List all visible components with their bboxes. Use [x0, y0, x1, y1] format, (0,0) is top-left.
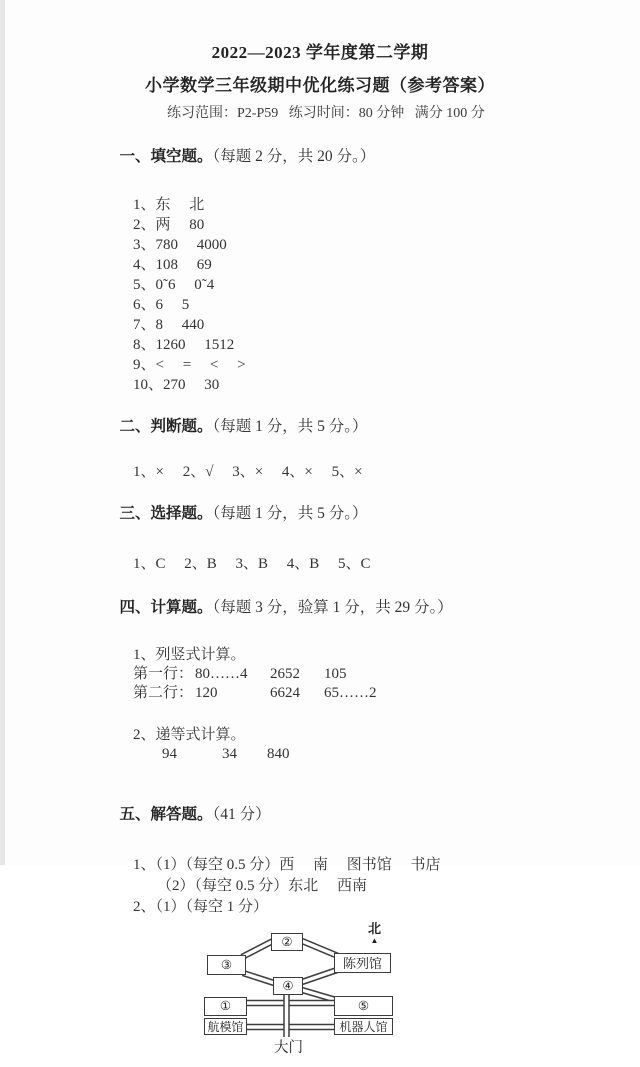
map-box-robot-hall: 机器人馆 — [334, 1018, 393, 1035]
north-arrow-icon: ▲ — [370, 936, 379, 945]
map-box-1: ① — [204, 997, 247, 1016]
map-box-2: ② — [271, 933, 303, 951]
calc-row-2-label: 第二行： — [133, 685, 194, 701]
solve-answer-2-1: 2、（1）（每空 1 分） — [133, 899, 269, 915]
doc-subtitle: 小学数学三年级期中优化练习题（参考答案） — [145, 76, 495, 95]
solve-answer-1-2: （2）（每空 0.5 分）东北 西南 — [157, 878, 368, 894]
calc-row-1 — [133, 665, 640, 684]
calc-part1-title: 1、列竖式计算。 — [133, 647, 246, 663]
section-calc-label: 四、计算题。 — [119, 599, 213, 616]
fill-answer-2: 2、两 80 — [133, 217, 205, 233]
doc-title: 2022—2023 学年度第二学期 — [211, 43, 429, 62]
section-choice-label: 三、选择题。 — [119, 505, 213, 522]
fill-answer-4: 4、108 69 — [133, 257, 212, 273]
map-gate-label: 大门 — [274, 1040, 303, 1056]
section-solve-heading — [104, 783, 640, 846]
judge-answers: 1、× 2、√ 3、× 4、× 5、× — [133, 464, 363, 480]
campus-map-diagram — [150, 920, 490, 1067]
map-box-5: ⑤ — [334, 996, 393, 1016]
calc-row-1-value-2: 2652 — [270, 666, 300, 682]
section-fill-heading — [104, 125, 640, 188]
fill-answer-1: 1、东 北 — [133, 197, 205, 213]
section-calc-note: （每题 3 分，验算 1 分，共 29 分。） — [212, 599, 453, 616]
calc-row-2 — [133, 684, 640, 703]
section-judge-label: 二、判断题。 — [119, 418, 213, 435]
fill-answer-3: 3、780 4000 — [133, 237, 227, 253]
section-fill-label: 一、填空题。 — [119, 148, 213, 165]
section-solve-note: （41 分） — [212, 806, 271, 823]
map-box-4: ④ — [273, 977, 303, 995]
calc-part2-value-3: 840 — [267, 746, 290, 762]
map-north-indicator — [368, 922, 381, 945]
calc-part2-value-1: 94 — [162, 746, 177, 762]
fill-answer-6: 6、6 5 — [133, 297, 190, 313]
fill-answer-7: 7、8 440 — [133, 317, 205, 333]
section-judge-note: （每题 1 分，共 5 分。） — [212, 418, 368, 435]
section-judge-heading — [104, 395, 640, 458]
map-box-model-hall: 航模馆 — [204, 1018, 247, 1035]
calc-part2-title: 2、递等式计算。 — [133, 727, 246, 743]
calc-row-1-value-1: 80……4 — [195, 666, 248, 682]
fill-answer-5: 5、0˜6 0˜4 — [133, 277, 215, 293]
map-box-display-hall: 陈列馆 — [334, 953, 391, 973]
fill-answer-10: 10、270 30 — [133, 377, 220, 393]
campus-map-roads — [150, 920, 490, 1067]
section-fill-note: （每题 2 分，共 20 分。） — [212, 148, 376, 165]
section-choice-note: （每题 1 分，共 5 分。） — [212, 505, 368, 522]
exam-meta-line: 练习范围：P2-P59 练习时间：80 分钟 满分 100 分 — [167, 106, 485, 121]
fill-answers — [0, 195, 640, 395]
fill-answer-8: 8、1260 1512 — [133, 337, 235, 353]
calc-part2-value-2: 34 — [222, 746, 237, 762]
calc-row-1-value-3: 105 — [324, 666, 347, 682]
section-calc-heading — [104, 576, 640, 639]
map-box-3: ③ — [207, 955, 246, 975]
choice-answers: 1、C 2、B 3、B 4、B 5、C — [133, 556, 371, 572]
north-label: 北 — [368, 921, 382, 936]
calc-row-2-value-2: 6624 — [270, 685, 300, 701]
calc-part2-values — [162, 745, 640, 764]
calc-row-2-value-1: 120 — [195, 685, 218, 701]
section-choice-heading — [104, 482, 640, 545]
fill-answer-9: 9、< = < > — [133, 357, 246, 373]
calc-row-1-label: 第一行： — [133, 666, 194, 682]
calc-row-2-value-3: 65……2 — [324, 685, 377, 701]
section-solve-label: 五、解答题。 — [119, 806, 213, 823]
scan-edge-shadow — [0, 0, 5, 865]
solve-answer-1-1: 1、（1）（每空 0.5 分）西 南 图书馆 书店 — [133, 857, 441, 873]
